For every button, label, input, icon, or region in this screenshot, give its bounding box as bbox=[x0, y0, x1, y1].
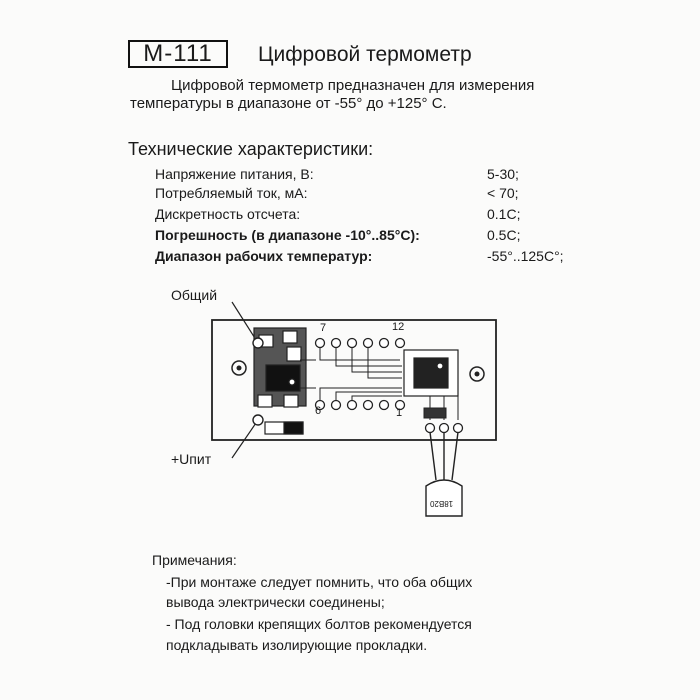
page-title: Цифровой термометр bbox=[258, 43, 472, 66]
note-line-4: подкладывать изолирующие прокладки. bbox=[166, 637, 428, 653]
sensor-marking: 18B20 bbox=[430, 499, 454, 508]
spec-value-current: < 70; bbox=[487, 185, 519, 201]
spec-name-current: Потребляемый ток, мА: bbox=[155, 185, 308, 201]
specs-heading: Технические характеристики: bbox=[128, 139, 374, 159]
note-line-3: - Под головки крепящих болтов рекомендуется bbox=[166, 616, 472, 632]
spec-value-voltage: 5-30; bbox=[487, 166, 519, 182]
pin-label-7: 7 bbox=[320, 322, 327, 334]
pin-label-1: 1 bbox=[396, 407, 403, 419]
sensor-pads bbox=[426, 424, 463, 433]
model-number: M-111 bbox=[128, 40, 228, 68]
mounting-hole-right bbox=[470, 367, 484, 381]
spec-name-voltage: Напряжение питания, В: bbox=[155, 166, 314, 182]
intro-line-1: Цифровой термометр предназначен для измерения bbox=[171, 77, 535, 94]
label-common: Общий bbox=[171, 287, 218, 303]
sensor-connector bbox=[424, 408, 446, 418]
common-pad bbox=[253, 338, 263, 348]
note-line-2: вывода электрически соединены; bbox=[166, 594, 385, 610]
pin-label-6: 6 bbox=[315, 405, 322, 417]
spec-name-resolution: Дискретность отсчета: bbox=[155, 206, 301, 222]
temperature-sensor bbox=[426, 480, 462, 516]
resistor bbox=[265, 422, 303, 434]
connector-pads-bottom bbox=[316, 401, 405, 410]
mounting-hole-left bbox=[232, 361, 246, 375]
spec-name-accuracy: Погрешность (в диапазоне -10°..85°С): bbox=[155, 227, 420, 243]
spec-value-accuracy: 0.5C; bbox=[487, 227, 521, 243]
intro-line-2: температуры в диапазоне от -55° до +125° С. bbox=[130, 95, 447, 112]
spec-name-temp-range: Диапазон рабочих температур: bbox=[155, 248, 373, 264]
spec-value-temp-range: -55°..125C°; bbox=[487, 248, 564, 264]
power-pad bbox=[253, 415, 263, 425]
notes-title: Примечания: bbox=[152, 552, 237, 568]
power-leader-line bbox=[232, 420, 258, 458]
connector-pads-top bbox=[316, 339, 405, 348]
pin-label-12: 12 bbox=[392, 321, 405, 333]
spec-value-resolution: 0.1C; bbox=[487, 206, 521, 222]
microcontroller-chip bbox=[404, 350, 458, 396]
label-power: +Uпит bbox=[171, 451, 212, 467]
note-line-1: -При монтаже следует помнить, что оба общих bbox=[166, 574, 473, 590]
